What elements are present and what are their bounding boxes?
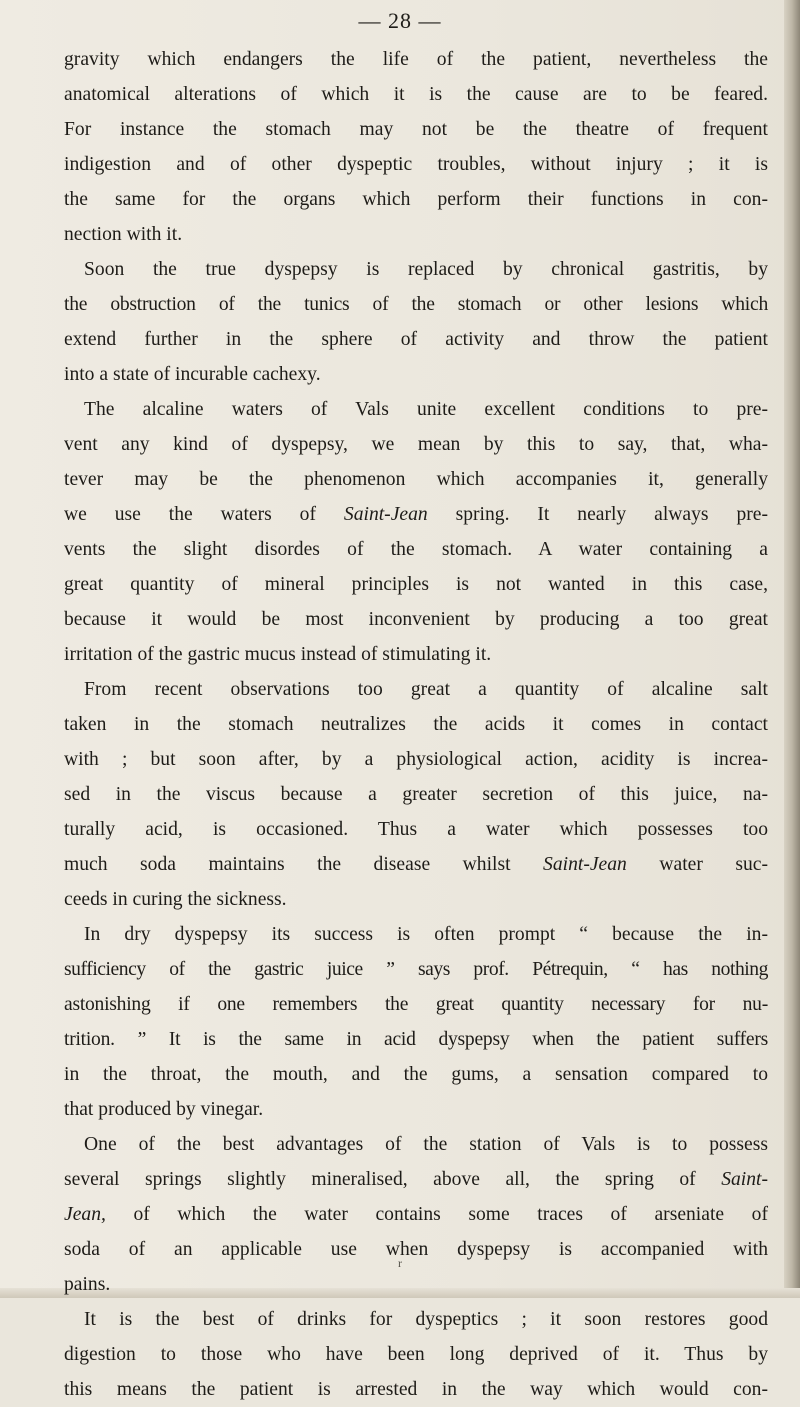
text-run: we use the waters of [64,504,344,525]
text-line: sed in the viscus because a greater secretion of this juice, na- [64,784,768,805]
text-line: taken in the stomach neutralizes the acids it comes in contact [64,714,768,735]
text-line [64,1162,768,1197]
text-line [64,497,768,532]
text-line: that produced by vinegar. [64,1099,264,1120]
text-line: gravity which endangers the life of the patient, nevertheless the [64,49,768,70]
text-line: In dry dyspepsy its success is often prompt “ because the in- [84,924,768,945]
footer-mark: r [398,1256,402,1270]
text-line: extend further in the sphere of activity and throw the patient [64,329,768,350]
text-run: of which the water contains some traces of arseniate of [105,1204,768,1225]
text-line: vent any kind of dyspepsy, we mean by this to say, that, wha- [64,434,768,455]
text-run: water suc- [626,854,768,875]
page-number: — 28 — [358,8,442,33]
text-line: the same for the organs which perform their functions in con- [64,189,768,210]
text-line: ceeds in curing the sickness. [64,889,287,910]
text-line: tever may be the phenomenon which accompanies it, generally [64,469,768,490]
text-line: the obstruction of the tunics of the stomach or other lesions which [64,294,768,315]
page-edge-right [784,0,800,1298]
spring-name: Saint- [721,1169,768,1190]
text-line [64,847,768,882]
text-line: The alcaline waters of Vals unite excellent conditions to pre- [84,399,768,420]
spring-name: Saint-Jean [343,504,428,525]
text-line: nection with it. [64,224,183,245]
text-line: Soon the true dyspepsy is replaced by chronical gastritis, by [84,259,768,280]
text-line: because it would be most inconvenient by producing a too great [64,609,768,630]
text-line: astonishing if one remembers the great quantity necessary for nu- [64,994,768,1015]
text-line: One of the best advantages of the station of Vals is to possess [84,1134,768,1155]
text-run: several springs slightly mineralised, above all, the spring of [64,1169,722,1190]
text-line: trition. ” It is the same in acid dyspepsy when the patient suffers [64,1029,768,1050]
text-line: indigestion and of other dyspeptic troubles, without injury ; it is [64,154,768,175]
text-line: sufficiency of the gastric juice ” says prof. Pétrequin, “ has nothing [64,959,768,980]
text-line: anatomical alterations of which it is the cause are to be feared. [64,84,768,105]
text-line: vents the slight disordes of the stomach. A water containing a [64,539,768,560]
text-line: this means the patient is arrested in the way which would con- [64,1379,768,1400]
text-line: pains. [64,1274,111,1295]
body-text [64,42,768,1407]
text-line: into a state of incurable cachexy. [64,364,321,385]
text-line: turally acid, is occasioned. Thus a water which possesses too [64,819,768,840]
text-line: For instance the stomach may not be the theatre of frequent [64,119,768,140]
text-run: spring. It nearly always pre- [427,504,768,525]
spring-name: Saint-Jean [543,854,627,875]
text-run: much soda maintains the disease whilst [64,854,544,875]
text-line: with ; but soon after, by a physiological action, acidity is increa- [64,749,768,770]
text-line: soda of an applicable use when dyspepsy is accompanied with [64,1239,768,1260]
text-line: irritation of the gastric mucus instead of stimulating it. [64,644,492,665]
text-line: It is the best of drinks for dyspeptics ; it soon restores good [84,1309,768,1330]
text-line [64,1197,768,1232]
spring-name: Jean, [64,1204,106,1225]
text-line: digestion to those who have been long deprived of it. Thus by [64,1344,768,1365]
text-line: great quantity of mineral principles is not wanted in this case, [64,574,768,595]
text-line: From recent observations too great a quantity of alcaline salt [84,679,768,700]
text-line: in the throat, the mouth, and the gums, a sensation compared to [64,1064,768,1085]
